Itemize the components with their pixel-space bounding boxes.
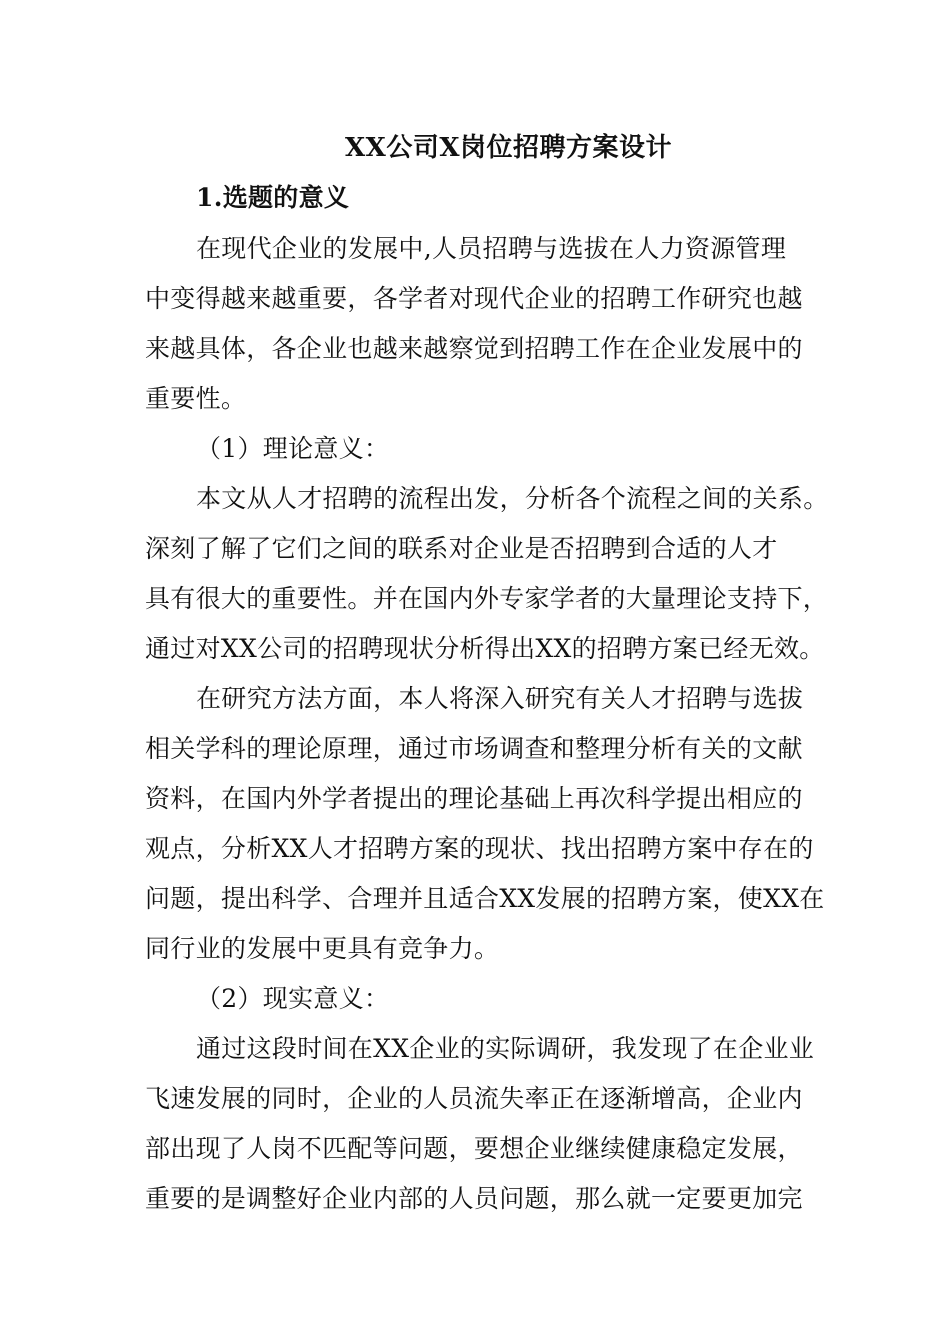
paragraph-3-line-1: 在研究方法方面，本人将深入研究有关人才招聘与选拔: [196, 684, 804, 713]
paragraph-3-line-2: 相关学科的理论原理，通过市场调查和整理分析有关的文献: [145, 734, 803, 763]
paragraph-4-line-2: 飞速发展的同时，企业的人员流失率正在逐渐增高，企业内: [145, 1084, 803, 1113]
paragraph-1-line-3: 来越具体，各企业也越来越察觉到招聘工作在企业发展中的: [145, 334, 803, 363]
paragraph-2-line-3: 具有很大的重要性。并在国内外专家学者的大量理论支持下，: [145, 584, 829, 613]
paragraph-1-line-1: 在现代企业的发展中,人员招聘与选拔在人力资源管理: [196, 234, 787, 263]
section-heading: 1.选题的意义: [196, 183, 350, 212]
paragraph-2-line-4: 通过对XX公司的招聘现状分析得出XX的招聘方案已经无效。: [145, 634, 825, 663]
paragraph-2-line-1: 本文从人才招聘的流程出发，分析各个流程之间的关系。: [196, 484, 829, 513]
paragraph-4-line-1: 通过这段时间在XX企业的实际调研，我发现了在企业业: [196, 1034, 815, 1063]
subheading-theoretical-significance: （1）理论意义：: [196, 434, 390, 463]
paragraph-4-line-3: 部出现了人岗不匹配等问题，要想企业继续健康稳定发展，: [145, 1134, 803, 1163]
paragraph-2-line-2: 深刻了解了它们之间的联系对企业是否招聘到合适的人才: [145, 534, 778, 563]
paragraph-4-line-4: 重要的是调整好企业内部的人员问题，那么就一定要更加完: [145, 1184, 803, 1213]
subheading-practical-significance: （2）现实意义：: [196, 984, 390, 1013]
paragraph-3-line-6: 同行业的发展中更具有竞争力。: [145, 934, 500, 963]
paragraph-3-line-3: 资料，在国内外学者提出的理论基础上再次科学提出相应的: [145, 784, 803, 813]
paragraph-1-line-4: 重要性。: [145, 384, 247, 413]
document-title: XX公司X岗位招聘方案设计: [345, 133, 673, 163]
paragraph-3-line-4: 观点，分析XX人才招聘方案的现状、找出招聘方案中存在的: [145, 834, 814, 863]
paragraph-1-line-2: 中变得越来越重要，各学者对现代企业的招聘工作研究也越: [145, 284, 803, 313]
paragraph-3-line-5: 问题，提出科学、合理并且适合XX发展的招聘方案，使XX在: [145, 884, 825, 913]
